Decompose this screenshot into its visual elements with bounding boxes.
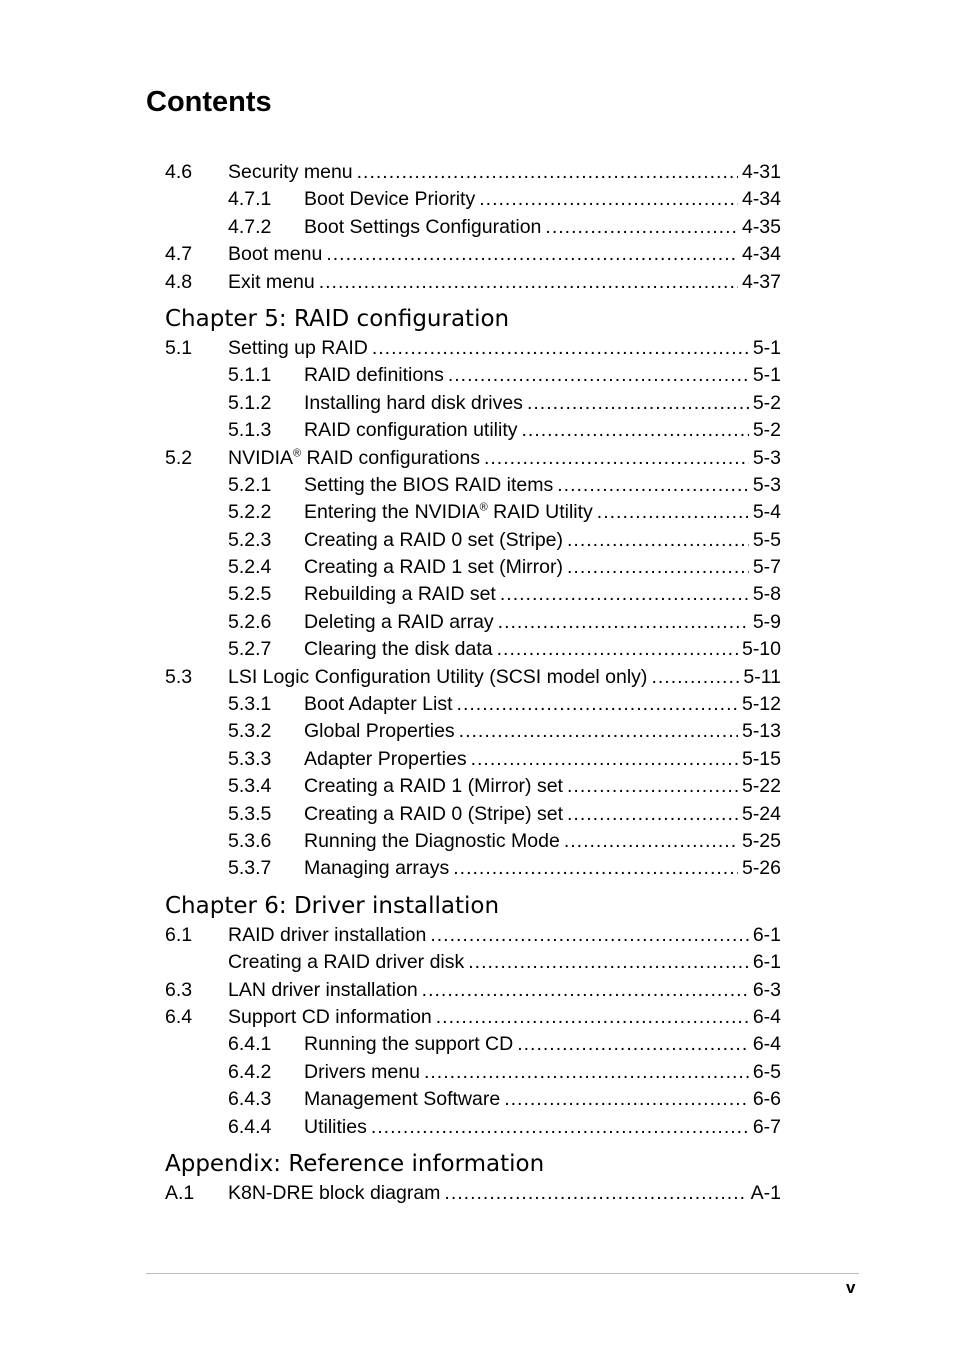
- chapter-heading: Chapter 5: RAID configuration: [165, 305, 510, 332]
- toc-entry-number: 4.8: [165, 270, 193, 293]
- toc-entry-number: 5.2.6: [228, 610, 272, 633]
- toc-entry-title-text: Creating a RAID 0 set (Stripe): [304, 528, 564, 551]
- toc-entry-page: 5-25: [741, 829, 781, 852]
- toc-entry-page: 4-34: [741, 243, 781, 266]
- toc-entry[interactable]: [165, 390, 781, 417]
- toc-entry-page: 5-8: [752, 583, 781, 606]
- toc-entry-title-text: RAID Utility: [487, 501, 593, 524]
- dot-leader: [453, 855, 738, 882]
- dot-leader: [371, 1114, 749, 1141]
- toc-entry-number: 5.2.3: [228, 528, 272, 551]
- toc-entry-title: [228, 977, 418, 1004]
- toc-entry[interactable]: [165, 554, 781, 581]
- toc-entry-page: 6-1: [752, 923, 781, 946]
- toc-entry-number: 4.7: [165, 243, 193, 266]
- toc-entry[interactable]: [165, 362, 781, 389]
- registered-mark: ®: [479, 501, 488, 514]
- dot-leader: [517, 1031, 749, 1058]
- toc-entry-number: 5.2.2: [228, 501, 272, 524]
- toc-entry[interactable]: [165, 636, 781, 663]
- toc-entry-page: 5-11: [743, 665, 781, 688]
- toc-entry-page: 5-10: [741, 638, 781, 661]
- table-of-contents: [165, 159, 781, 1207]
- toc-entry-page: 5-13: [741, 720, 781, 743]
- toc-entry-title: [228, 335, 368, 362]
- dot-leader: [436, 1004, 749, 1031]
- toc-entry-number: 5.2.1: [228, 473, 272, 496]
- toc-entry[interactable]: [165, 1059, 781, 1086]
- toc-entry-title-text: RAID driver installation: [228, 923, 427, 946]
- dot-leader: [479, 186, 738, 213]
- toc-entry-number: 5.3.2: [228, 720, 272, 743]
- toc-entry[interactable]: [165, 718, 781, 745]
- registered-mark: ®: [293, 447, 302, 460]
- toc-entry-title-text: Creating a RAID 0 (Stripe) set: [304, 802, 564, 825]
- toc-entry-title: [228, 241, 322, 268]
- toc-entry-title: [304, 1114, 367, 1141]
- toc-entry-title-text: K8N-DRE block diagram: [228, 1181, 441, 1204]
- toc-entry-number: 5.2.7: [228, 638, 272, 661]
- toc-entry-title-text: Utilities: [304, 1115, 367, 1138]
- dot-leader: [567, 527, 749, 554]
- toc-entry-title: [304, 527, 563, 554]
- toc-entry-number: A.1: [165, 1181, 195, 1204]
- toc-entry-title-text: RAID configurations: [301, 446, 480, 469]
- toc-entry-number: 5.3.4: [228, 775, 272, 798]
- dot-leader: [527, 390, 749, 417]
- toc-entry[interactable]: [165, 1031, 781, 1058]
- toc-entry-title: [304, 417, 518, 444]
- toc-entry-page: 5-4: [752, 501, 781, 524]
- dot-leader: [651, 664, 739, 691]
- toc-entry-number: 5.1.2: [228, 391, 272, 414]
- toc-entry-number: 5.1.1: [228, 364, 272, 387]
- dot-leader: [545, 214, 738, 241]
- toc-entry-number: 4.6: [165, 161, 193, 183]
- toc-entry-number: 5.3.1: [228, 693, 272, 716]
- toc-entry-title: [304, 581, 496, 608]
- toc-entry-title: [304, 472, 553, 499]
- toc-entry-title-text: Management Software: [304, 1088, 501, 1111]
- toc-entry[interactable]: [165, 949, 781, 976]
- dot-leader: [497, 636, 738, 663]
- toc-entry-title-text: Setting the BIOS RAID items: [304, 473, 554, 496]
- chapter-heading: Appendix: Reference information: [165, 1150, 545, 1177]
- toc-entry-number: 5.2.4: [228, 556, 272, 579]
- toc-entry-title-text: Boot Adapter List: [304, 693, 453, 716]
- toc-entry-title: [304, 801, 563, 828]
- dot-leader: [357, 159, 738, 186]
- toc-entry-title-text: Adapter Properties: [304, 747, 467, 770]
- toc-entry-title: [304, 855, 449, 882]
- toc-entry-title-text: Rebuilding a RAID set: [304, 583, 496, 606]
- toc-entry-title: [304, 554, 563, 581]
- toc-entry-number: 4.7.1: [228, 188, 272, 211]
- toc-entry[interactable]: [165, 417, 781, 444]
- toc-entry-page: 5-24: [741, 802, 781, 825]
- toc-entry-title-text: RAID definitions: [304, 364, 444, 387]
- dot-leader: [564, 828, 738, 855]
- toc-entry-title: [304, 186, 475, 213]
- chapter-heading: Chapter 6: Driver installation: [165, 892, 500, 919]
- toc-entry-page: 5-22: [741, 775, 781, 798]
- toc-entry[interactable]: [165, 214, 781, 241]
- toc-entry[interactable]: [165, 828, 781, 855]
- page-title: Contents: [146, 86, 272, 118]
- toc-entry-page: 6-3: [752, 978, 781, 1001]
- toc-entry-page: 4-31: [741, 161, 781, 183]
- dot-leader: [430, 922, 748, 949]
- toc-entry-title: [228, 922, 426, 949]
- toc-entry[interactable]: [165, 159, 781, 186]
- toc-entry-number: 4.7.2: [228, 215, 272, 238]
- toc-entry-title-text: Boot Settings Configuration: [304, 215, 542, 238]
- toc-entry-page: 6-4: [752, 1033, 781, 1056]
- toc-entry-title: [304, 1031, 513, 1058]
- toc-entry[interactable]: [165, 1180, 781, 1207]
- toc-entry-title-text: LSI Logic Configuration Utility (SCSI model only): [228, 665, 648, 688]
- toc-entry-title: [228, 1180, 440, 1207]
- toc-entry-title: [228, 445, 480, 472]
- footer-rule: [146, 1273, 859, 1274]
- toc-entry-title-text: Exit menu: [228, 270, 315, 293]
- toc-entry-number: 5.3.7: [228, 857, 272, 880]
- dot-leader: [557, 472, 749, 499]
- dot-leader: [567, 554, 749, 581]
- toc-entry[interactable]: [165, 472, 781, 499]
- toc-entry-title-text: Entering the NVIDIA: [304, 501, 480, 524]
- dot-leader: [424, 1059, 749, 1086]
- toc-entry-title: [304, 1086, 500, 1113]
- toc-entry-page: 5-15: [741, 747, 781, 770]
- toc-entry-page: A-1: [750, 1181, 781, 1204]
- toc-entry[interactable]: [165, 855, 781, 882]
- toc-entry-title-text: Deleting a RAID array: [304, 610, 494, 633]
- page-number: v: [846, 1278, 856, 1297]
- toc-entry-page: 4-37: [741, 270, 781, 293]
- toc-entry-title: [304, 390, 523, 417]
- toc-entry-title: [228, 664, 647, 691]
- toc-entry-title: [304, 691, 453, 718]
- toc-entry-page: 5-5: [752, 528, 781, 551]
- toc-entry-title-text: Running the support CD: [304, 1033, 514, 1056]
- toc-entry-number: 6.1: [165, 923, 193, 946]
- toc-entry-title: [304, 746, 467, 773]
- toc-entry-title-text: Installing hard disk drives: [304, 391, 523, 414]
- toc-entry[interactable]: [165, 1114, 781, 1141]
- toc-entry-title-text: Clearing the disk data: [304, 638, 493, 661]
- toc-entry-page: 5-7: [752, 556, 781, 579]
- toc-entry-number: 6.4: [165, 1005, 193, 1028]
- toc-entry-page: 5-3: [752, 473, 781, 496]
- toc-entry-title: [304, 362, 444, 389]
- toc-entry-title-text: Managing arrays: [304, 857, 450, 880]
- toc-entry-page: 5-12: [741, 693, 781, 716]
- toc-entry-title-text: Global Properties: [304, 720, 455, 743]
- toc-entry-title-text: Security menu: [228, 161, 353, 183]
- toc-entry[interactable]: [165, 269, 781, 296]
- dot-leader: [471, 746, 738, 773]
- toc-entry-title: [228, 1004, 432, 1031]
- dot-leader: [484, 445, 749, 472]
- toc-entry-number: 6.4.2: [228, 1060, 272, 1083]
- toc-entry-title-text: Boot Device Priority: [304, 188, 476, 211]
- toc-entry-title-text: LAN driver installation: [228, 978, 418, 1001]
- toc-entry-page: 5-26: [741, 857, 781, 880]
- toc-entry-page: 6-6: [752, 1088, 781, 1111]
- toc-entry[interactable]: [165, 445, 781, 472]
- toc-entry-title: [304, 1059, 420, 1086]
- toc-entry-title: [304, 636, 493, 663]
- dot-leader: [448, 362, 749, 389]
- dot-leader: [457, 691, 738, 718]
- dot-leader: [504, 1086, 749, 1113]
- dot-leader: [567, 773, 738, 800]
- toc-entry-title-text: NVIDIA: [228, 446, 294, 469]
- toc-entry[interactable]: [165, 1086, 781, 1113]
- toc-entry-title: [304, 718, 455, 745]
- toc-entry-number: 6.4.3: [228, 1088, 272, 1111]
- toc-entry[interactable]: [165, 1004, 781, 1031]
- toc-entry-title-text: Support CD information: [228, 1005, 432, 1028]
- dot-leader: [522, 417, 749, 444]
- toc-entry[interactable]: [165, 581, 781, 608]
- toc-entry-number: 5.2: [165, 446, 193, 469]
- toc-entry-page: 4-35: [741, 215, 781, 238]
- toc-entry-title-text: Creating a RAID 1 set (Mirror): [304, 556, 563, 579]
- toc-entry-title-text: Boot menu: [228, 243, 323, 266]
- toc-entry-title: [304, 828, 560, 855]
- toc-entry-title-text: Creating a RAID 1 (Mirror) set: [304, 775, 563, 798]
- dot-leader: [567, 801, 738, 828]
- toc-entry-page: 5-1: [752, 336, 781, 359]
- toc-entry-title: [228, 949, 464, 976]
- toc-entry-page: 6-7: [752, 1115, 781, 1138]
- toc-entry[interactable]: [165, 527, 781, 554]
- toc-entry-title: [304, 499, 593, 526]
- toc-entry-title: [304, 773, 563, 800]
- toc-entry-page: 5-2: [752, 419, 781, 442]
- toc-entry-title: [228, 159, 353, 186]
- toc-entry-title: [304, 214, 541, 241]
- toc-entry[interactable]: [165, 773, 781, 800]
- toc-entry-page: 5-3: [752, 446, 781, 469]
- toc-entry-number: 5.3: [165, 665, 193, 688]
- toc-entry[interactable]: [165, 241, 781, 268]
- toc-entry-title: [228, 269, 315, 296]
- toc-entry-page: 5-2: [752, 391, 781, 414]
- toc-entry-number: 5.1: [165, 336, 193, 359]
- toc-entry-page: 5-9: [752, 610, 781, 633]
- dot-leader: [444, 1180, 746, 1207]
- toc-entry-number: 5.2.5: [228, 583, 272, 606]
- dot-leader: [500, 581, 749, 608]
- dot-leader: [372, 335, 749, 362]
- toc-entry[interactable]: [165, 664, 781, 691]
- toc-entry-page: 5-1: [752, 364, 781, 387]
- toc-entry-number: 6.4.4: [228, 1115, 272, 1138]
- toc-entry[interactable]: [165, 801, 781, 828]
- dot-leader: [498, 609, 749, 636]
- toc-entry[interactable]: [165, 746, 781, 773]
- toc-entry-page: 6-5: [752, 1060, 781, 1083]
- toc-entry-number: 5.3.5: [228, 802, 272, 825]
- dot-leader: [422, 977, 749, 1004]
- toc-entry-title-text: Setting up RAID: [228, 336, 368, 359]
- toc-entry-number: 5.1.3: [228, 419, 272, 442]
- toc-entry[interactable]: [165, 609, 781, 636]
- toc-entry-number: 5.3.6: [228, 829, 272, 852]
- toc-entry-title-text: RAID configuration utility: [304, 419, 518, 442]
- toc-entry-title: [304, 609, 494, 636]
- toc-entry-page: 6-4: [752, 1005, 781, 1028]
- toc-entry-number: 6.3: [165, 978, 193, 1001]
- toc-entry[interactable]: [165, 691, 781, 718]
- dot-leader: [319, 269, 738, 296]
- dot-leader: [326, 241, 738, 268]
- toc-entry-page: 4-34: [741, 188, 781, 211]
- toc-entry-number: 6.4.1: [228, 1033, 272, 1056]
- toc-entry-title-text: Drivers menu: [304, 1060, 420, 1083]
- toc-entry-number: 5.3.3: [228, 747, 272, 770]
- toc-entry[interactable]: [165, 499, 781, 526]
- dot-leader: [468, 949, 749, 976]
- toc-entry-page: 6-1: [752, 951, 781, 974]
- toc-entry[interactable]: [165, 335, 781, 362]
- toc-entry[interactable]: [165, 977, 781, 1004]
- toc-entry-title-text: Running the Diagnostic Mode: [304, 829, 560, 852]
- toc-entry[interactable]: [165, 922, 781, 949]
- dot-leader: [597, 499, 749, 526]
- toc-entry[interactable]: [165, 186, 781, 213]
- toc-entry-title-text: Creating a RAID driver disk: [228, 951, 465, 974]
- dot-leader: [459, 718, 738, 745]
